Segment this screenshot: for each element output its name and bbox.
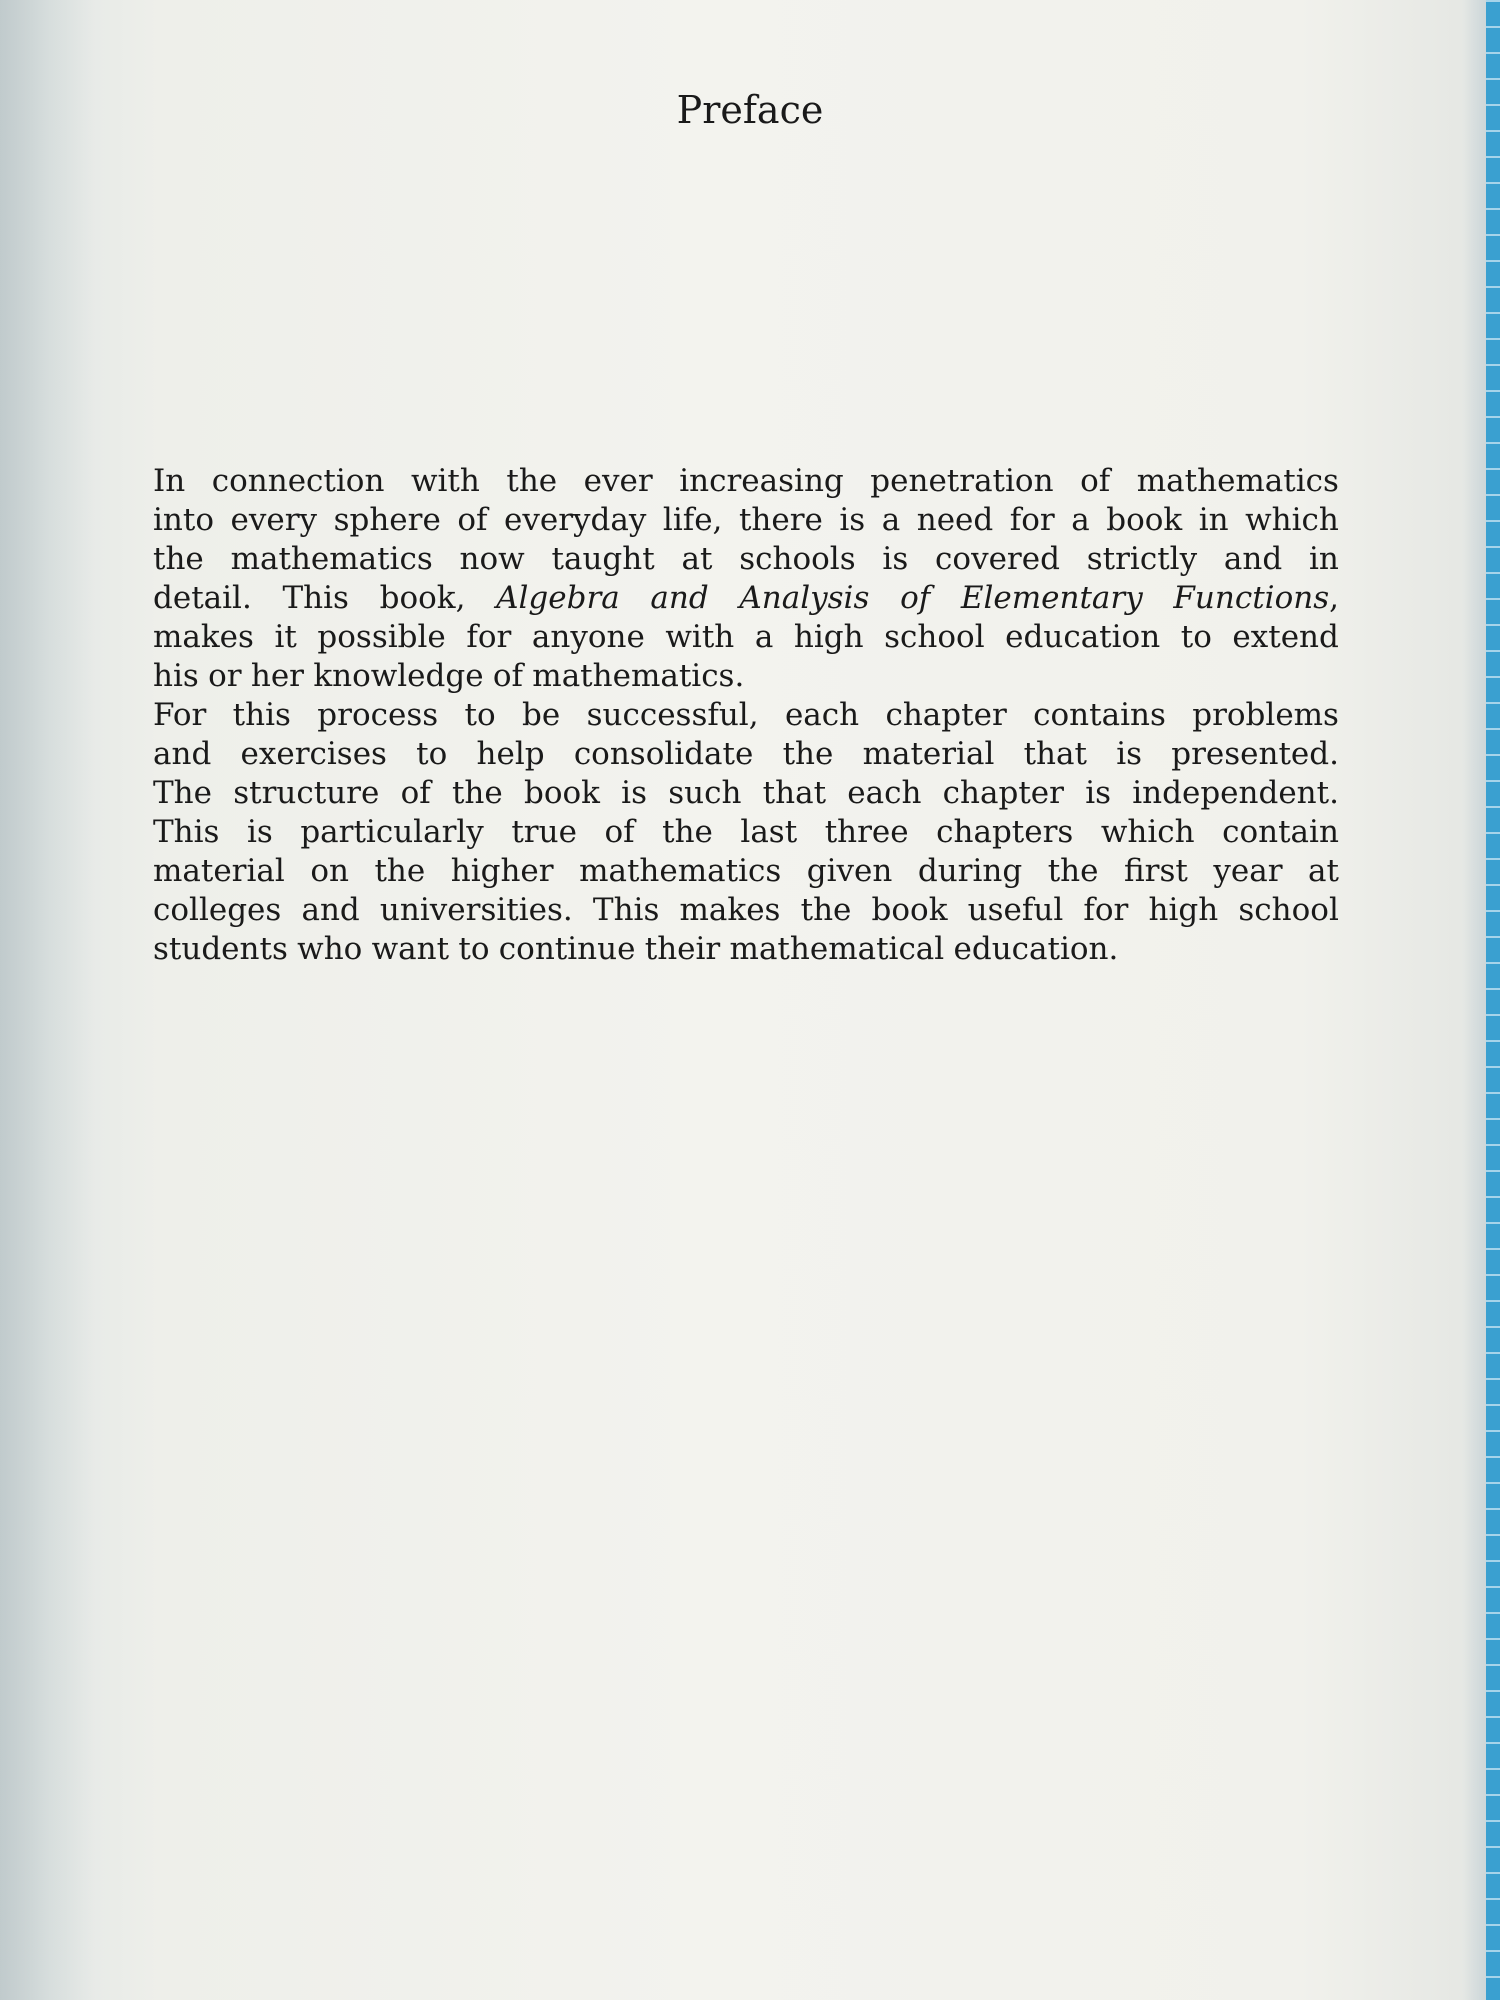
word: book — [871, 892, 948, 928]
word: sphere — [333, 502, 441, 538]
word: Analysis — [739, 580, 870, 616]
word: useful — [967, 892, 1064, 928]
blue-cover-edge — [1486, 0, 1500, 2000]
word: book — [523, 775, 600, 811]
word: This — [153, 814, 220, 850]
word: taught — [551, 541, 655, 577]
word: this — [232, 697, 291, 733]
word: book, — [379, 580, 466, 616]
word: For — [153, 697, 207, 733]
word: at — [681, 541, 713, 577]
word: a — [754, 619, 774, 655]
word: presented. — [1171, 736, 1339, 772]
word: that — [762, 775, 827, 811]
word: of — [457, 502, 488, 538]
word: knowledge — [313, 658, 484, 694]
word: of — [604, 814, 635, 850]
word: particularly — [300, 814, 484, 850]
word: and — [153, 736, 212, 772]
word: mathematics — [579, 853, 782, 889]
preface-body — [153, 462, 1339, 969]
word: is — [246, 814, 273, 850]
word: to — [1180, 619, 1212, 655]
word: of — [492, 658, 523, 694]
text-line — [153, 462, 1339, 501]
word: schools — [739, 541, 856, 577]
word: makes — [153, 619, 254, 655]
word: and — [301, 892, 360, 928]
word: there — [738, 502, 823, 538]
word: In — [153, 463, 186, 499]
word: in — [1309, 541, 1339, 577]
word: the — [374, 853, 426, 889]
word: material — [862, 736, 995, 772]
word: problems — [1192, 697, 1339, 733]
word: in — [1198, 502, 1229, 538]
page-title: Preface — [676, 88, 824, 132]
word: possible — [317, 619, 446, 655]
word: into — [153, 502, 215, 538]
word: that — [1023, 736, 1087, 772]
word: his — [153, 658, 199, 694]
word: students — [153, 931, 288, 967]
word: their — [644, 931, 721, 967]
word: a — [881, 502, 901, 538]
word: life, — [662, 502, 723, 538]
text-line — [153, 930, 1339, 969]
text-line — [153, 852, 1339, 891]
word: each — [784, 697, 860, 733]
word: successful, — [586, 697, 759, 733]
text-line — [153, 657, 1339, 696]
word: for — [1009, 502, 1055, 538]
word: the — [782, 736, 834, 772]
word: higher — [450, 853, 554, 889]
word: mathematics — [1136, 463, 1339, 499]
word: high — [1148, 892, 1219, 928]
word: mathematics — [230, 541, 433, 577]
word: given — [806, 853, 893, 889]
word: Elementary — [960, 580, 1143, 616]
word: school — [884, 619, 985, 655]
word: with — [665, 619, 735, 655]
word: school — [1238, 892, 1339, 928]
word: the — [506, 463, 558, 499]
text-line — [153, 696, 1339, 735]
word: the — [800, 892, 852, 928]
word: Algebra — [496, 580, 620, 616]
word: of — [1080, 463, 1111, 499]
word: first — [1124, 853, 1188, 889]
word: high — [793, 619, 864, 655]
word: covered — [935, 541, 1060, 577]
text-line — [153, 735, 1339, 774]
word: the — [1047, 853, 1099, 889]
word: extend — [1232, 619, 1339, 655]
word: on — [310, 853, 349, 889]
word: her — [250, 658, 305, 694]
word: every — [230, 502, 318, 538]
word: for — [1083, 892, 1129, 928]
word: chapter — [942, 775, 1064, 811]
word: and — [1223, 541, 1283, 577]
word: exercises — [240, 736, 387, 772]
word: to — [464, 697, 496, 733]
word: the — [451, 775, 503, 811]
show-through-top — [170, 160, 1070, 440]
word: detail. — [153, 580, 252, 616]
word: three — [824, 814, 909, 850]
word: be — [522, 697, 561, 733]
word: is — [882, 541, 909, 577]
word: independent. — [1132, 775, 1339, 811]
word: colleges — [153, 892, 282, 928]
word: need — [916, 502, 994, 538]
word: increasing — [679, 463, 844, 499]
text-line — [153, 618, 1339, 657]
page-edge-fold — [1464, 0, 1486, 2000]
word: education. — [953, 931, 1119, 967]
word: mathematics. — [532, 658, 745, 694]
word: for — [466, 619, 512, 655]
word: help — [476, 736, 545, 772]
page-gutter-shadow — [0, 0, 95, 2000]
word: universities. — [379, 892, 573, 928]
word: who — [297, 931, 363, 967]
word: process — [317, 697, 439, 733]
text-line — [153, 540, 1339, 579]
word: strictly — [1086, 541, 1198, 577]
word: is — [1116, 736, 1143, 772]
word: contain — [1222, 814, 1339, 850]
word: book — [1106, 502, 1183, 538]
word: with — [410, 463, 480, 499]
word: connection — [211, 463, 385, 499]
word: of — [400, 775, 431, 811]
word: consolidate — [573, 736, 754, 772]
word: Functions, — [1173, 580, 1339, 616]
word: during — [917, 853, 1023, 889]
word: anyone — [531, 619, 645, 655]
word: it — [274, 619, 297, 655]
text-line — [153, 501, 1339, 540]
word: chapters — [936, 814, 1074, 850]
word: structure — [233, 775, 380, 811]
word: contains — [1033, 697, 1166, 733]
word: the — [662, 814, 713, 850]
word: penetration — [870, 463, 1054, 499]
word: want — [371, 931, 450, 967]
word: which — [1245, 502, 1339, 538]
text-line — [153, 891, 1339, 930]
word: of — [900, 580, 931, 616]
word: which — [1100, 814, 1195, 850]
text-line — [153, 813, 1339, 852]
word: education — [1005, 619, 1161, 655]
text-line — [153, 579, 1339, 618]
word: This — [592, 892, 660, 928]
word: This — [282, 580, 349, 616]
word: continue — [498, 931, 636, 967]
word: chapter — [885, 697, 1007, 733]
word: ever — [583, 463, 653, 499]
word: makes — [679, 892, 781, 928]
word: to — [458, 931, 490, 967]
word: each — [847, 775, 922, 811]
word: or — [208, 658, 242, 694]
word: is — [839, 502, 866, 538]
word: mathematical — [729, 931, 945, 967]
word: true — [511, 814, 577, 850]
word: the — [153, 541, 204, 577]
word: year — [1213, 853, 1283, 889]
text-line — [153, 774, 1339, 813]
word: at — [1308, 853, 1339, 889]
word: to — [416, 736, 448, 772]
word: a — [1071, 502, 1090, 538]
word: last — [740, 814, 798, 850]
word: The — [153, 775, 212, 811]
word: and — [650, 580, 709, 616]
word: now — [459, 541, 525, 577]
word: is — [1085, 775, 1112, 811]
word: everyday — [504, 502, 647, 538]
word: material — [153, 853, 285, 889]
word: is — [621, 775, 647, 811]
word: such — [668, 775, 742, 811]
show-through-bottom — [165, 985, 1355, 1995]
